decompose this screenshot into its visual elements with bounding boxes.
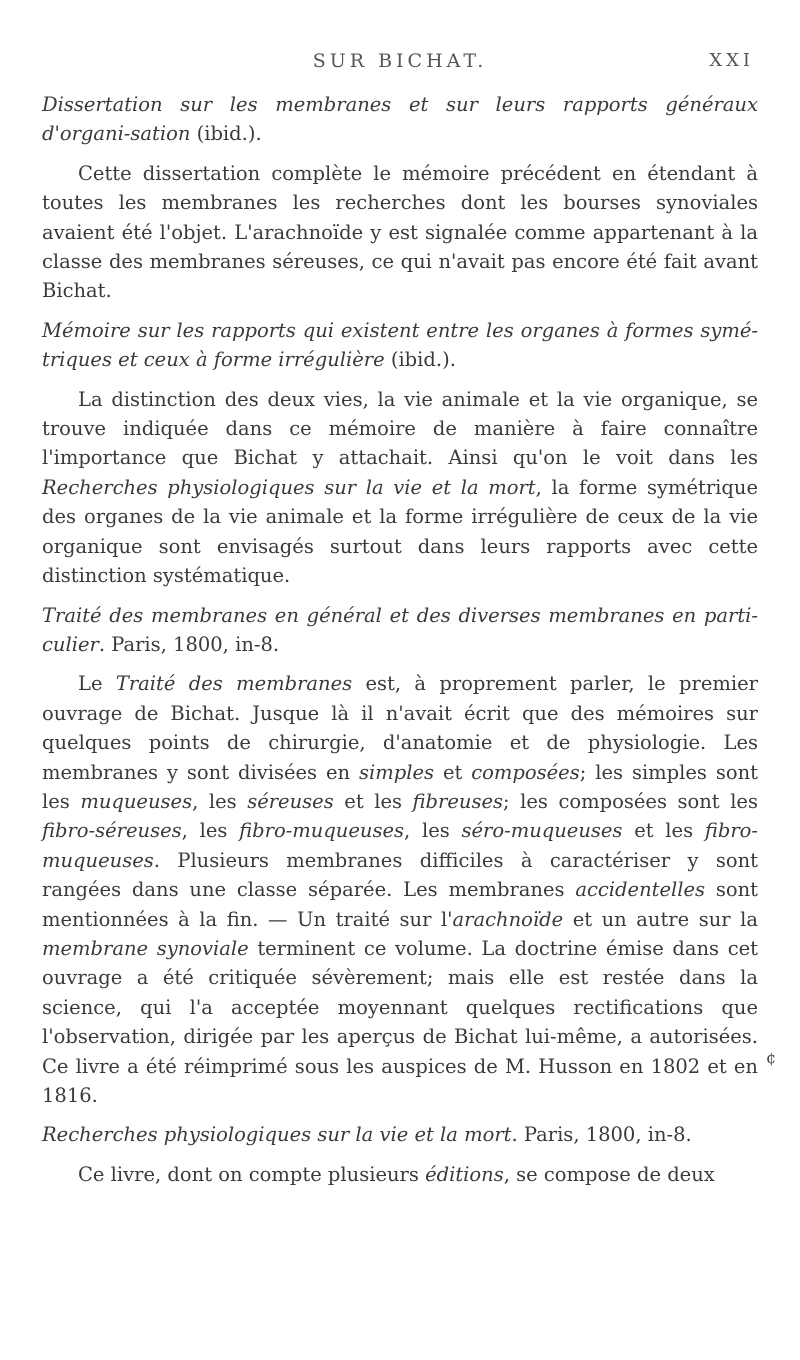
- work-title: Mémoire sur les rapports qui existent entre les organes à formes symé-triques et ceux à forme irrégulière: [42, 318, 758, 372]
- running-title: SUR BICHAT.: [312, 50, 488, 72]
- cited-title: Recherches physiologiques sur la vie et la mort: [42, 475, 536, 499]
- bibliography-entry-recherches: [42, 1120, 758, 1149]
- work-title: Traité des membranes en général et des diverses membranes en parti-culier: [42, 603, 758, 656]
- bibliography-entry-memoire: [42, 316, 758, 375]
- bibliography-entry-dissertation: [42, 90, 758, 149]
- page-number: XXI: [709, 50, 754, 71]
- bibliography-entry-traite: [42, 601, 758, 660]
- margin-mark: ¢: [766, 1048, 777, 1067]
- work-title: Dissertation sur les membranes et sur leurs rapports généraux d'organi-sation: [42, 93, 758, 146]
- page-header: [0, 50, 800, 90]
- page-body: [42, 90, 758, 1199]
- paragraph: La distinction des deux vies, la vie animale et la vie organique, se trouve indiquée dans ce mémoire de manière à faire connaître l'importance que Bichat y attachait. Ainsi qu'on le voit dans les Recherches physiologiques sur la vie et la mort, la forme symétrique des organes de la vie animale et la forme irrégulière de ceux de la vie organique sont envisagés surtout dans leurs rapports avec cette distinction systématique.: [42, 387, 758, 588]
- paragraph: Ce livre, dont on compte plusieurs éditions, se compose de deux: [78, 1162, 715, 1186]
- entry-meta: (ibid.).: [190, 122, 262, 146]
- work-title: Recherches physiologiques sur la vie et la mort: [42, 1123, 512, 1147]
- paragraph: Le Traité des membranes est, à proprement parler, le premier ouvrage de Bichat. Jusque là il n'avait écrit que des mémoires sur quelques points de chirurgie, d'anatomie et de physiologie. Les membranes y sont divisées en simples et composées; les simples sont les muqueuses, les séreuses et les fibreuses; les composées sont les fibro-séreuses, les fibro-muqueuses, les séro-muqueuses et les fibro-muqueuses. Plusieurs membranes difficiles à caractériser y sont rangées dans une classe séparée. Les membranes accidentelles sont mentionnées à la fin. — Un traité sur l'arachnoïde et un autre sur la membrane synoviale terminent ce volume. La doctrine émise dans cet ouvrage a été critiquée sévèrement; mais elle est restée dans la science, qui l'a acceptée moyennant quelques rectifications que l'observation, dirigée par les aperçus de Bichat lui-même, a autorisées. Ce livre a été réimprimé sous les auspices de M. Husson en 1802 et en 1816.: [42, 672, 759, 1107]
- entry-meta: . Paris, 1800, in-8.: [511, 1123, 692, 1147]
- entry-meta: (ibid.).: [384, 348, 456, 372]
- paragraph: Cette dissertation complète le mémoire précédent en étendant à toutes les membranes les recherches dont les bourses synoviales avaient été l'objet. L'arachnoïde y est signalée comme appartenant à la classe des membranes séreuses, ce qui n'avait pas encore été fait avant Bichat.: [42, 161, 758, 303]
- entry-meta: . Paris, 1800, in-8.: [98, 632, 280, 656]
